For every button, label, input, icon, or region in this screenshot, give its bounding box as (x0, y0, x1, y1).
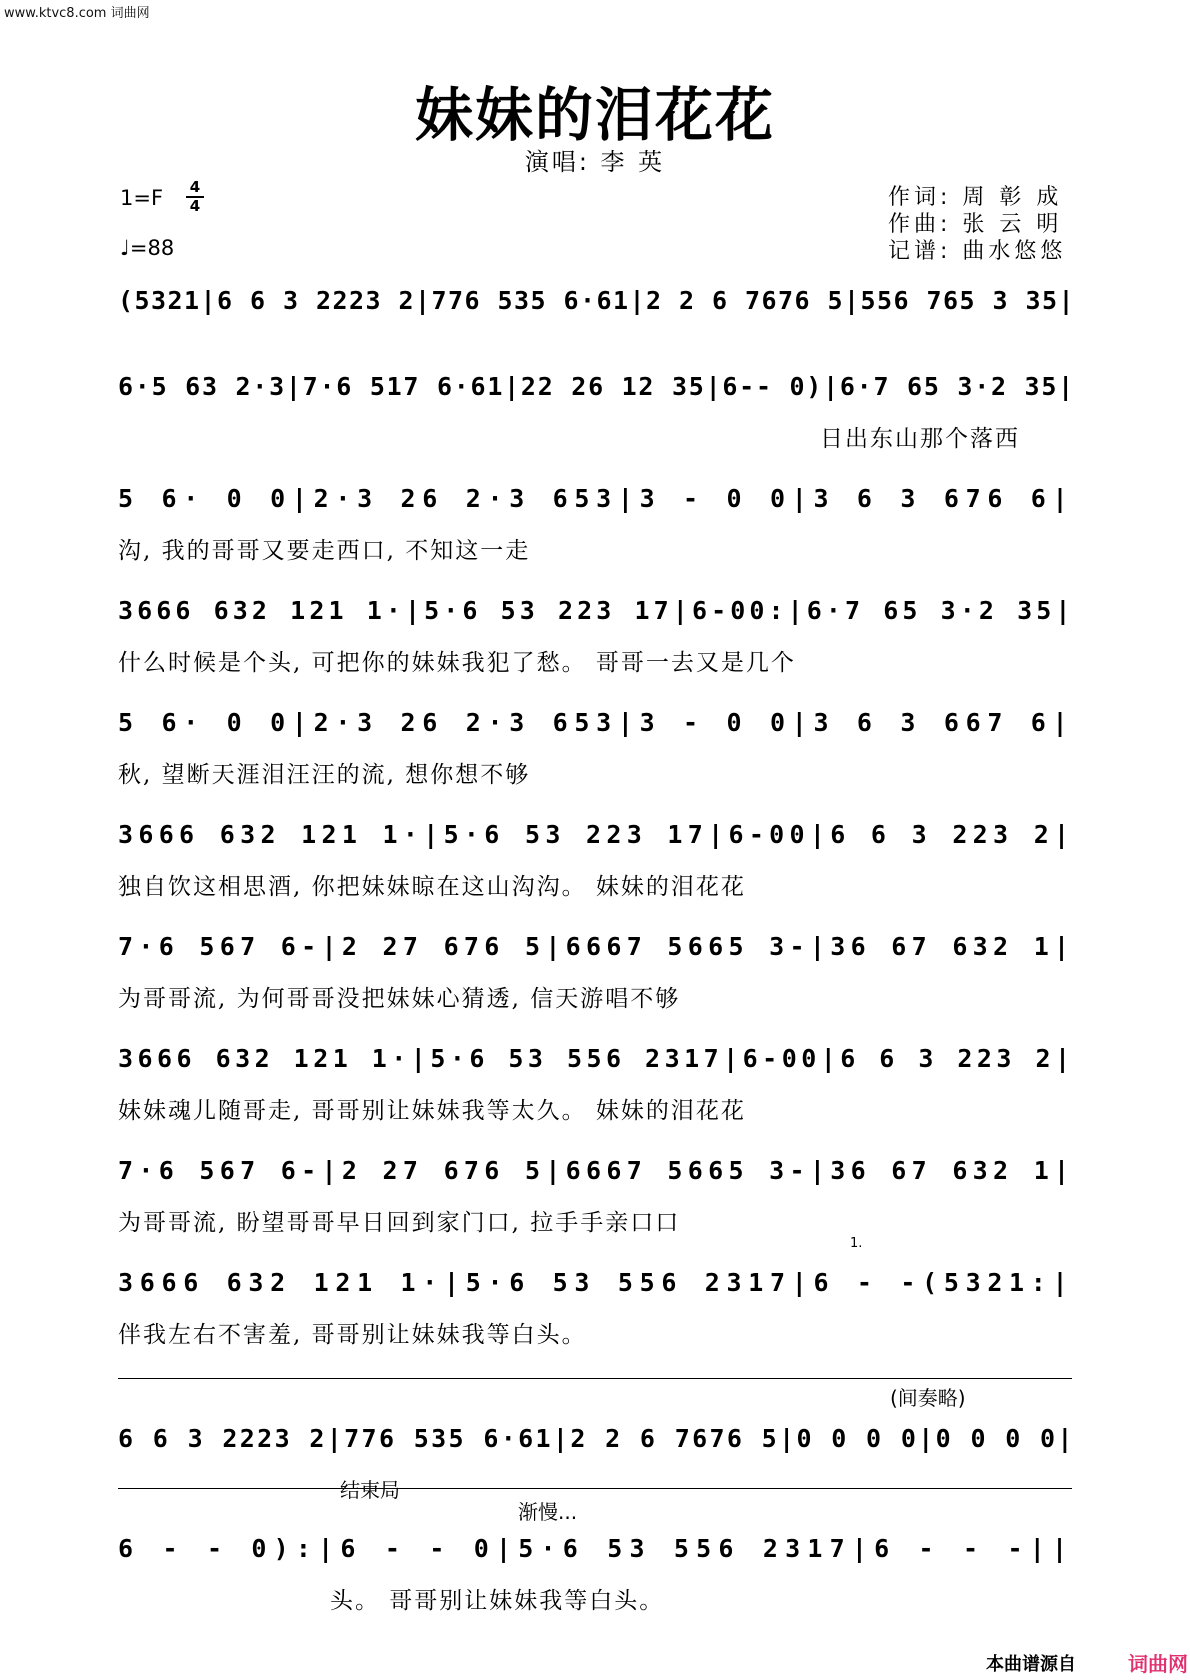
time-signature-top: 4 (189, 178, 201, 196)
lyric-line: 伴我左右不害羞, 哥哥别让妹妹我等白头。 (118, 1322, 587, 1348)
lyric-line: 头。 哥哥别让妹妹我等白头。 (330, 1588, 665, 1614)
lyric-line: 独自饮这相思酒, 你把妹妹晾在这山沟沟。 妹妹的泪花花 (118, 874, 746, 900)
transcriber-credit: 记谱: 曲水悠悠 (888, 239, 1067, 264)
notation-line: 6 - - 0):|6 - - 0|5·6 53 556 2317|6 - - -|| (118, 1533, 1075, 1563)
lyric-line: 秋, 望断天涯泪汪汪的流, 想你想不够 (118, 762, 531, 788)
song-title: 妹妹的泪花花 (414, 81, 775, 149)
tempo-marking: ♩=88 (120, 236, 175, 260)
time-signature (186, 180, 204, 214)
lyricist-credit: 作词: 周 彰 成 (888, 185, 1063, 210)
notation-line: 3666 632 121 1·|5·6 53 223 17|6-00:|6·7 65 3·2 35| (118, 595, 1075, 625)
lyric-line: 沟, 我的哥哥又要走西口, 不知这一走 (118, 538, 531, 564)
lyric-line: 为哥哥流, 盼望哥哥早日回到家门口, 拉手手亲口口 (118, 1210, 681, 1236)
footer-source: 本曲谱源自 (986, 1654, 1076, 1675)
notation-line: 5 6· 0 0|2·3 26 2·3 653|3 - 0 0|3 6 3 667 6| (118, 707, 1075, 737)
footer-brand-logo: 词曲网 (1128, 1652, 1188, 1676)
singer-credit: 演唱: 李 英 (524, 148, 666, 176)
lyric-line: 什么时候是个头, 可把你的妹妹我犯了愁。 哥哥一去又是几个 (118, 650, 796, 676)
notation-line: 6·5 63 2·3|7·6 517 6·61|22 26 12 35|6-- 0)|6·7 65 3·2 35| (118, 371, 1075, 401)
composer-credit: 作曲: 张 云 明 (888, 212, 1063, 237)
interlude-note: (间奏略) (890, 1386, 966, 1410)
notation-line: (5321|6 6 3 2223 2|776 535 6·61|2 2 6 7676 5|556 765 3 35| (118, 285, 1075, 315)
time-signature-bottom: 4 (189, 197, 201, 215)
site-watermark: www.ktvc8.com 词曲网 (4, 6, 150, 21)
ending-label: 结束局 (340, 1478, 400, 1502)
notation-line: 3666 632 121 1·|5·6 53 556 2317|6-00|6 6 3 223 2| (118, 1043, 1075, 1073)
lyric-line: 为哥哥流, 为何哥哥没把妹妹心猜透, 信天游唱不够 (118, 986, 681, 1012)
section-divider (118, 1488, 1072, 1489)
lyric-line: 妹妹魂儿随哥走, 哥哥别让妹妹我等太久。 妹妹的泪花花 (118, 1098, 746, 1124)
ritardando-marking: 渐慢... (518, 1500, 578, 1524)
notation-line: 6 6 3 2223 2|776 535 6·61|2 2 6 7676 5|0 0 0 0|0 0 0 0| (118, 1423, 1075, 1453)
volta-bracket-label: 1. (850, 1236, 863, 1251)
notation-line: 7·6 567 6-|2 27 676 5|6667 5665 3-|36 67 632 1| (118, 931, 1075, 961)
section-divider (118, 1378, 1072, 1379)
notation-line: 3666 632 121 1·|5·6 53 223 17|6-00|6 6 3 223 2| (118, 819, 1075, 849)
lyric-line: 日出东山那个落西 (820, 426, 1020, 452)
key-signature: 1=F (120, 186, 164, 210)
notation-line: 5 6· 0 0|2·3 26 2·3 653|3 - 0 0|3 6 3 676 6| (118, 483, 1075, 513)
notation-line: 3666 632 121 1·|5·6 53 556 2317|6 - -(5321:| (118, 1267, 1075, 1297)
notation-line: 7·6 567 6-|2 27 676 5|6667 5665 3-|36 67 632 1| (118, 1155, 1075, 1185)
